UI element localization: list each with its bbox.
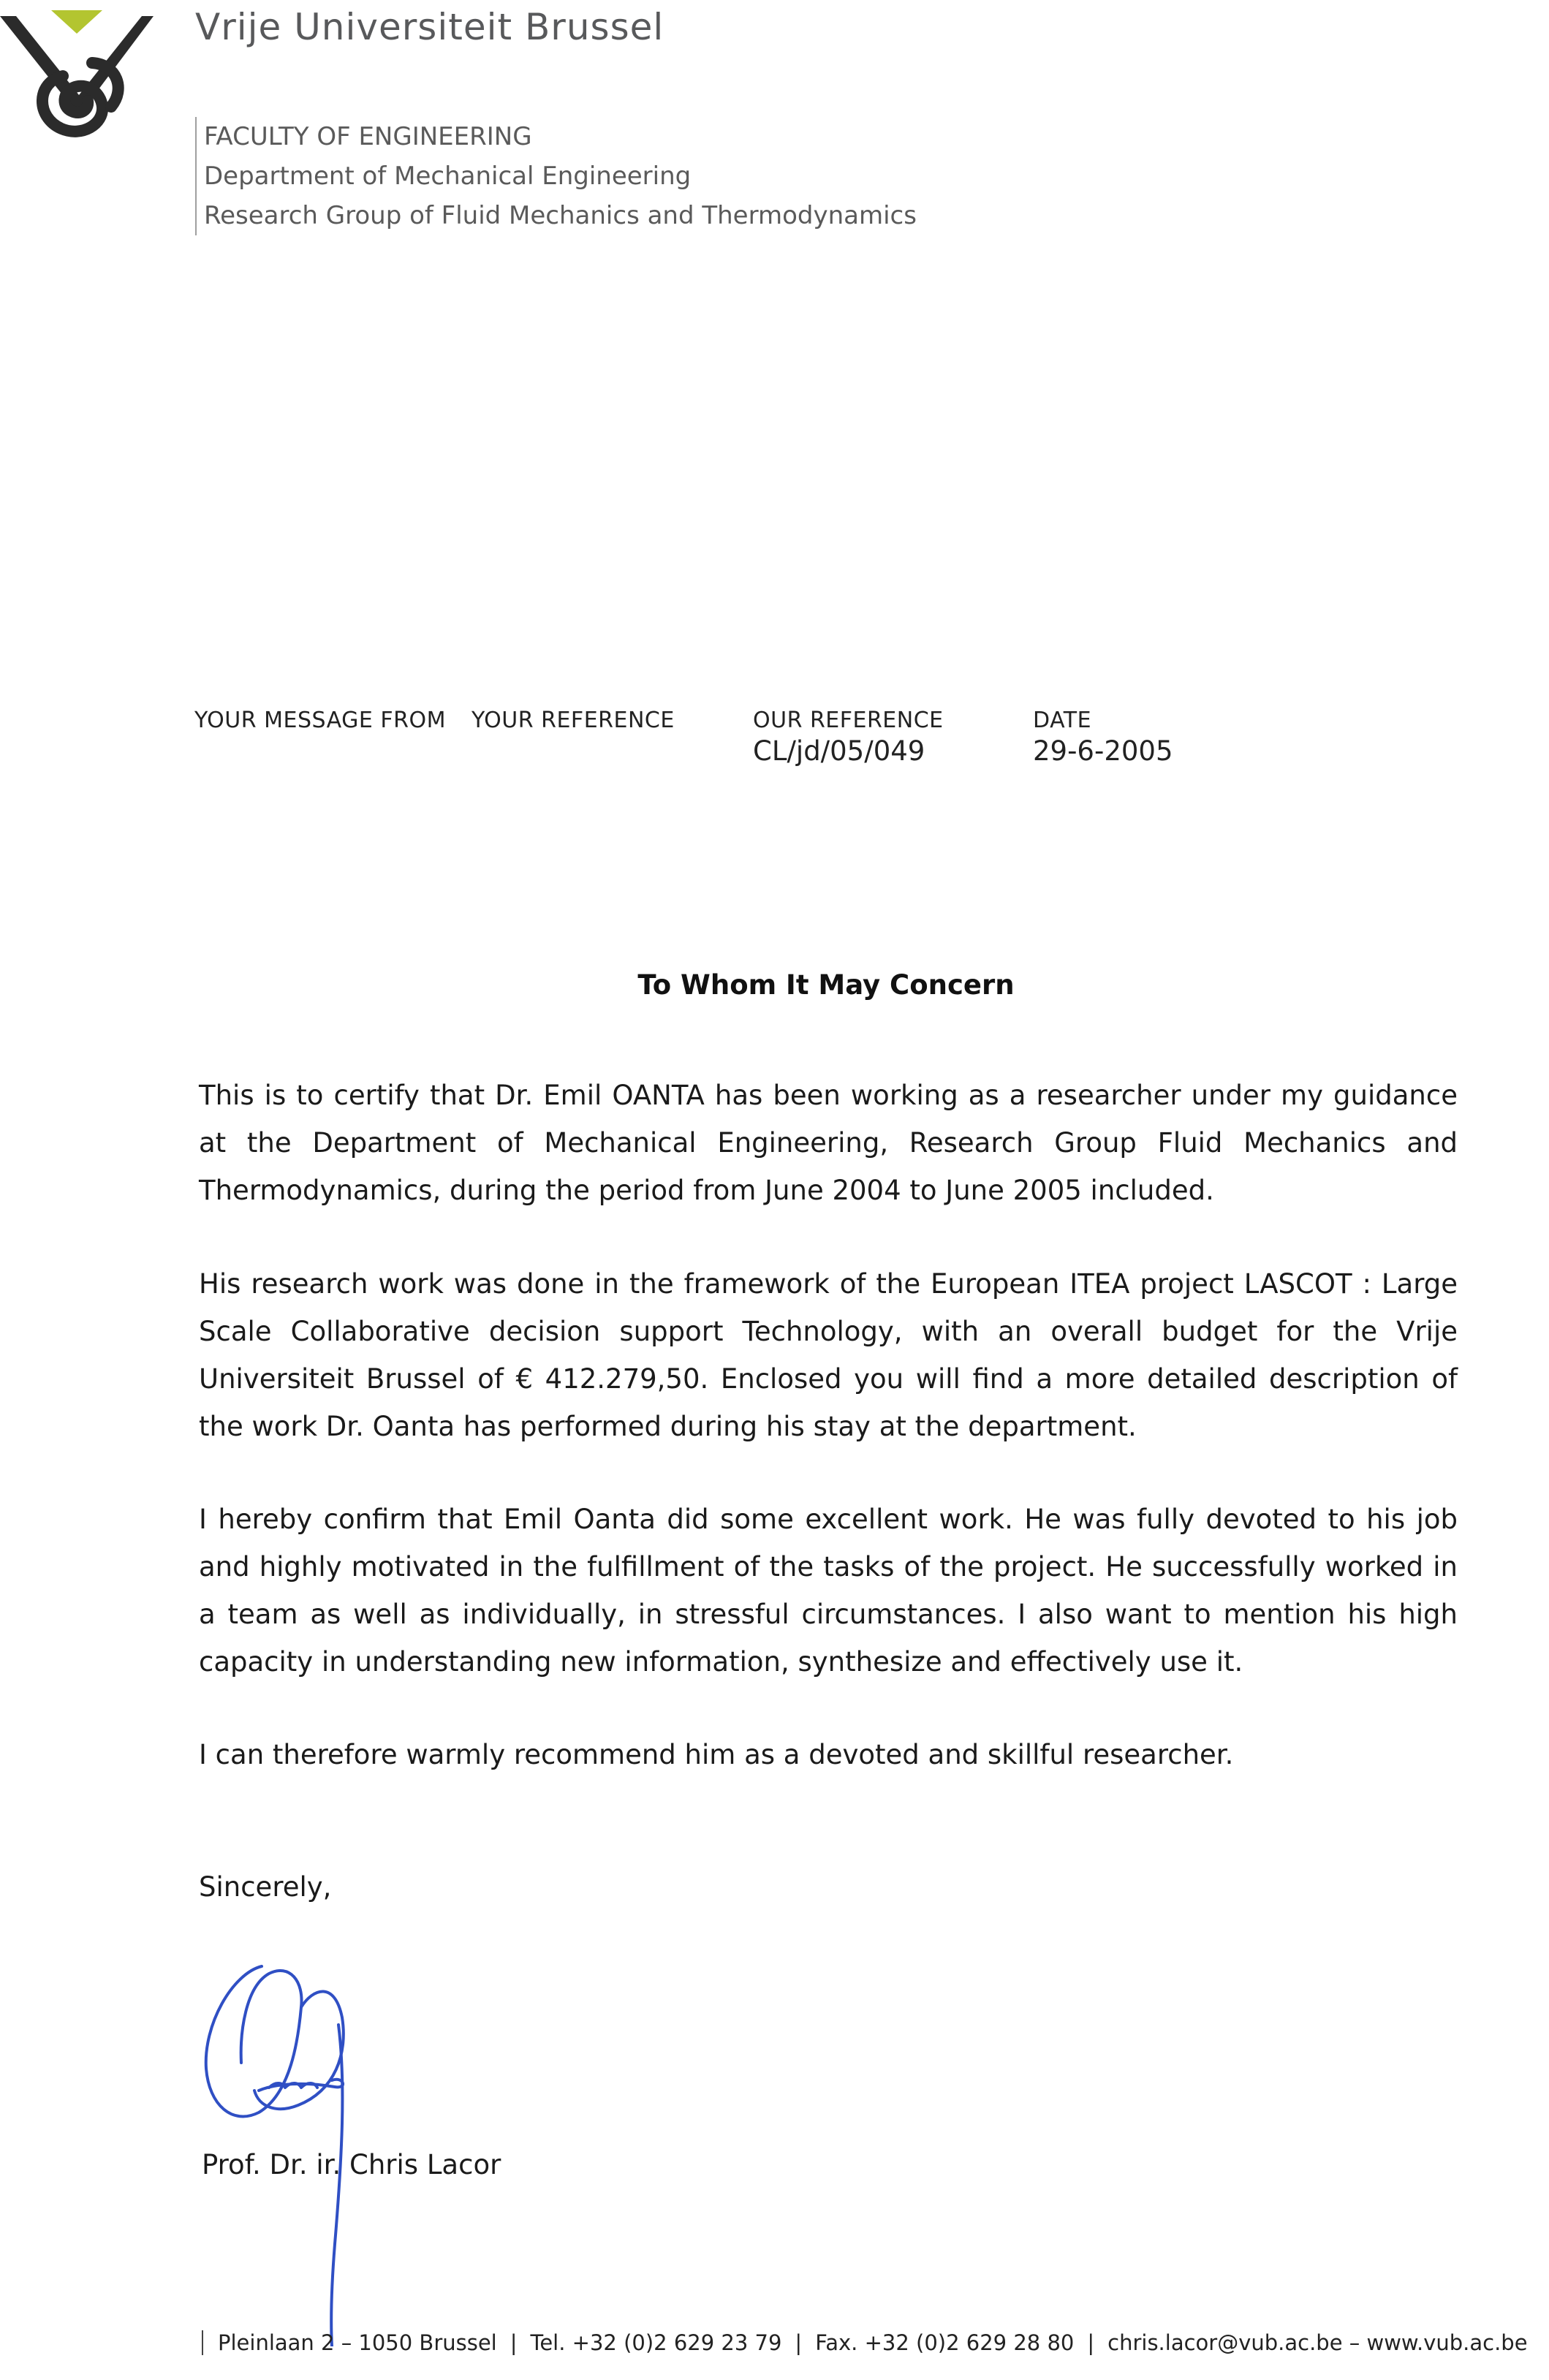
paragraph-recommendation: I can therefore warmly recommend him as a devoted and skillful researcher.: [199, 1739, 1234, 1770]
paragraph-confirmation: I hereby confirm that Emil Oanta did some excellent work. He was fully devoted to his job and highly motivated in the fulfillment of the tasks of the project. He successfully worked in a team as well as individually, in stressful circumstances. I also want to mention his high capacity in understanding new information, synthesize and effectively use it.: [199, 1504, 1458, 1678]
your-reference-label: YOUR REFERENCE: [471, 708, 675, 733]
research-group-name: Research Group of Fluid Mechanics and Thermodynamics: [204, 201, 917, 230]
footer-separator: |: [795, 2330, 803, 2355]
letter-subject: To Whom It May Concern: [637, 969, 1015, 1001]
footer-separator: |: [1087, 2330, 1095, 2355]
university-name: Vrije Universiteit Brussel: [195, 6, 664, 48]
footer-address: Pleinlaan 2 – 1050 Brussel: [218, 2330, 497, 2355]
faculty-block: [195, 117, 917, 235]
footer-tel: Tel. +32 (0)2 629 23 79: [530, 2330, 782, 2355]
department-name: Department of Mechanical Engineering: [204, 162, 692, 191]
signatory-name: Prof. Dr. ir. Chris Lacor: [202, 2149, 501, 2180]
our-reference-label: OUR REFERENCE: [753, 708, 944, 733]
your-message-from-label: YOUR MESSAGE FROM: [194, 708, 446, 733]
date-value: 29-6-2005: [1033, 735, 1173, 767]
paragraph-research-work: His research work was done in the framework of the European ITEA project LASCOT : Large Scale Collaborative decision support Technology, with an overall budget for the Vrije Universiteit Brussel of € 412.279,50. Enclosed you will find a more detailed description of the work Dr. Oanta has performed during his stay at the department.: [199, 1268, 1458, 1442]
vub-logo: [0, 0, 157, 146]
our-reference-value: CL/jd/05/049: [753, 735, 925, 767]
handwritten-signature: [189, 1937, 379, 2346]
date-label: DATE: [1033, 708, 1092, 733]
footer-separator: |: [510, 2330, 518, 2355]
footer-fax: Fax. +32 (0)2 629 28 80: [815, 2330, 1075, 2355]
footer-email-web: chris.lacor@vub.ac.be – www.vub.ac.be: [1107, 2330, 1528, 2355]
paragraph-certification: This is to certify that Dr. Emil OANTA has been working as a researcher under my guidance at the Department of Mechanical Engineering, Research Group Fluid Mechanics and Thermodynamics, during the period from June 2004 to June 2005 included.: [199, 1080, 1458, 1206]
closing: Sincerely,: [199, 1871, 332, 1903]
logo-accent-triangle: [51, 10, 102, 34]
letter-footer: [202, 2330, 1528, 2355]
faculty-name: FACULTY OF ENGINEERING: [204, 122, 532, 151]
